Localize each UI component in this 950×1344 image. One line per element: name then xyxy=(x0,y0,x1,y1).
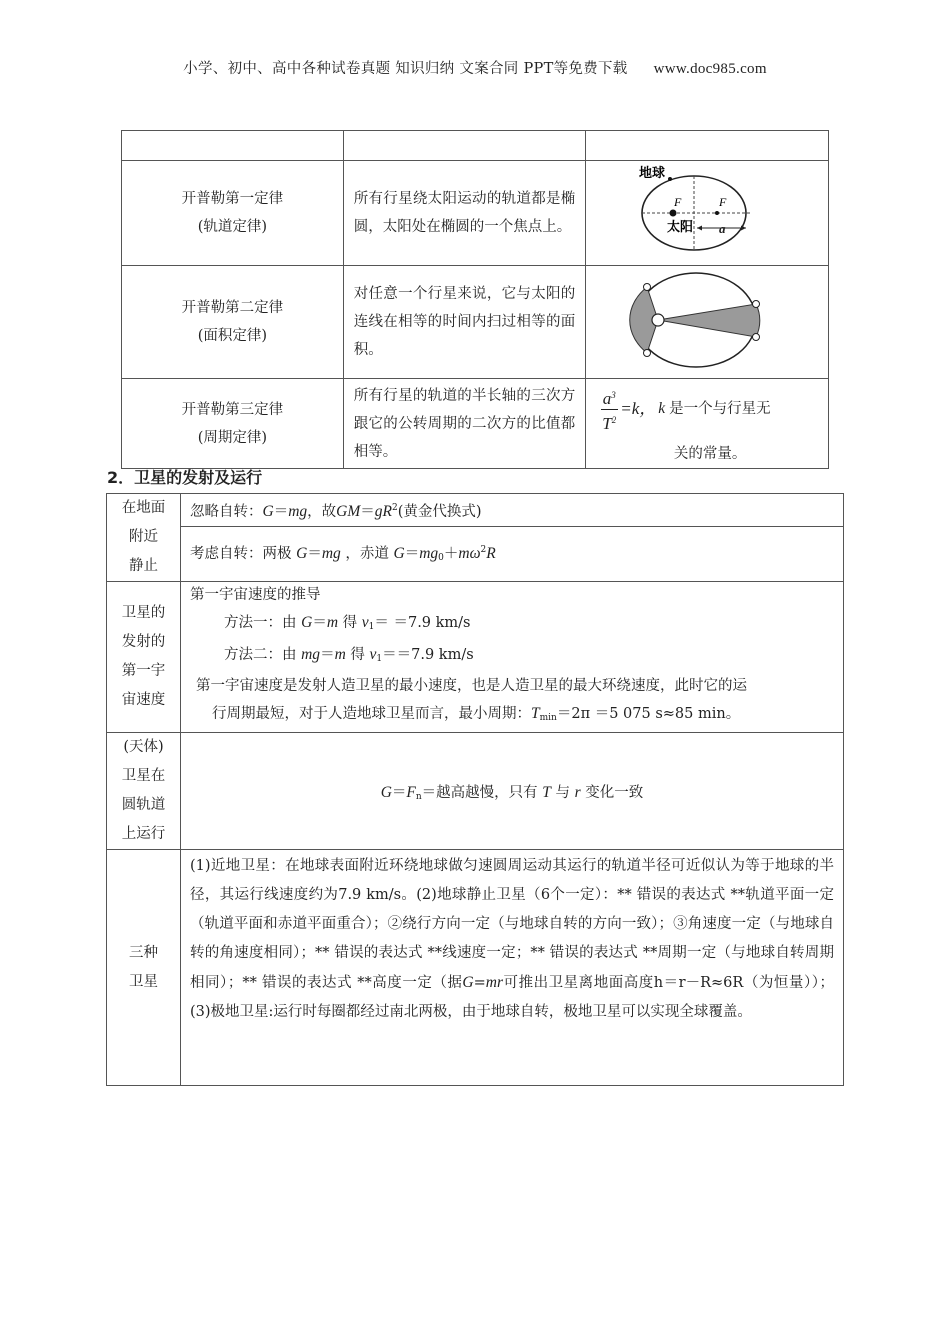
label-line: 在地面 xyxy=(121,500,166,516)
focus2-label: F xyxy=(719,195,727,209)
label-line: 附近 xyxy=(129,529,158,545)
fraction-numerator: a xyxy=(602,388,612,408)
sun-circle xyxy=(652,314,664,326)
ignore-rotation: 忽略自转：G＝mg，故$GM=gR^2$(黄金代换式) xyxy=(181,494,844,527)
sun-dot xyxy=(670,210,677,217)
method-two: 方法二：由 mg＝m 得 $v_1==7.9$ km/s xyxy=(224,646,474,664)
label-line: (天体) xyxy=(123,739,164,755)
law-desc: 对任意一个行星来说，它与太阳的连线在相等的时间内扫过相等的面积。 xyxy=(343,266,586,379)
header-url[interactable]: www.doc985.com xyxy=(653,61,767,77)
planet-pos xyxy=(644,284,651,291)
first-cosmic-velocity xyxy=(181,582,844,733)
first-note-line2: 行周期最短，对于人造地球卫星而言，最小周期：$T_{min}=2\pi =5$ 075 s≈85 min。 xyxy=(212,705,741,723)
formula-tail1: 是一个与行星无 xyxy=(669,401,771,417)
orbit-relation: $G=F_n=$越高越慢，只有 T 与 r 变化一致 xyxy=(181,733,844,850)
first-note-line1: 第一宇宙速度是发射人造卫星的最小速度，也是人造卫星的最大环绕速度，此时它的运 xyxy=(196,678,747,694)
law-name-cell xyxy=(122,161,344,266)
swept-area-right xyxy=(658,304,760,337)
formula-line xyxy=(600,385,820,434)
law-alias: (周期定律) xyxy=(197,429,268,446)
a-arrowhead-left xyxy=(697,226,702,231)
law-name-cell xyxy=(122,266,344,379)
first-title: 第一宇宙速度的推导 xyxy=(190,587,321,603)
formula-rhs: =k， xyxy=(620,399,657,418)
sun-label: 太阳 xyxy=(667,220,694,235)
consider-rotation: 考虑自转：两极 G＝mg ，赤道 $G=mg_0+m\omega^2R$ xyxy=(181,527,844,582)
earth-dot xyxy=(668,177,672,181)
table-row xyxy=(122,131,829,161)
row-label-three xyxy=(107,850,181,1086)
fraction-denominator: T xyxy=(602,413,612,433)
numerator-exponent: 3 xyxy=(611,389,616,400)
a-label: a xyxy=(719,221,726,236)
label-line: 三种 xyxy=(129,944,158,961)
header-text: 小学、初中、高中各种试卷真题 知识归纳 文案合同 PPT等免费下载 xyxy=(183,61,628,77)
label-line: 圆轨道 xyxy=(121,797,166,813)
row-label-orbit xyxy=(107,733,181,850)
label-line: 发射的 xyxy=(121,634,166,650)
law-alias: (面积定律) xyxy=(197,328,268,344)
law-name: 开普勒第一定律 xyxy=(181,191,284,207)
second-law-area-figure xyxy=(586,266,806,374)
formula-k: k xyxy=(658,400,666,417)
table-row xyxy=(107,527,844,582)
law-desc: 所有行星的轨道的半长轴的三次方跟它的公转周期的二次方的比值都相等。 xyxy=(343,379,586,469)
table-row xyxy=(107,494,844,527)
law-figure-cell xyxy=(586,161,829,266)
label-line: 上运行 xyxy=(121,826,166,842)
law-name: 开普勒第二定律 xyxy=(181,300,284,316)
row-label-first-cosmic xyxy=(107,582,181,733)
kepler-fraction xyxy=(600,385,618,434)
label-line: 卫星的 xyxy=(121,605,166,621)
denominator-exponent: 2 xyxy=(611,414,617,425)
table-row xyxy=(122,266,829,379)
label-line: 静止 xyxy=(129,558,158,574)
label-line: 宙速度 xyxy=(121,692,166,708)
table-row xyxy=(107,850,844,1086)
table-row xyxy=(107,733,844,850)
planet-pos xyxy=(644,350,651,357)
row-label-ground xyxy=(107,494,181,582)
first-law-ellipse-figure xyxy=(586,161,806,261)
law-name-cell xyxy=(122,379,344,469)
label-line: 第一宇 xyxy=(121,663,166,679)
label-line: 卫星 xyxy=(129,973,158,990)
law-alias: (轨道定律) xyxy=(197,219,268,235)
focus-dot xyxy=(715,211,719,215)
planet-pos xyxy=(753,334,760,341)
page-header xyxy=(0,57,950,78)
method-one: 方法一：由 G＝m 得 $v_1= =7.9$ km/s xyxy=(224,614,471,632)
table-row xyxy=(122,379,829,469)
kepler-table xyxy=(121,130,829,469)
table-row xyxy=(107,582,844,733)
three-satellites: (1)近地卫星：在地球表面附近环绕地球做匀速圆周运动其运行的轨道半径可近似认为等于地球的半径，其运行线速度约为7.9 km/s。(2)地球静止卫星（6个一定）：** 错误的表达式 **轨道平面一定（轨道平面和赤道平面重合）；②绕行方向一定（与地球自转的方向一致）；③角速度一定（与地球自转的角速度相同）；** 错误的表达式 **线速度一定；** 错误的表达式 **周期一定（与地球自转周期相同）；** 错误的表达式 **高度一定（据G=mr可推出卫星离地面高度h＝r－R≈6R（为恒量））；(3)极地卫星:运行时每圈都经过南北两极，由于地球自转，极地卫星可以实现全球覆盖。 xyxy=(181,850,844,1086)
law-name: 开普勒第三定律 xyxy=(181,401,284,418)
formula-tail2: 关的常量。 xyxy=(673,445,747,462)
planet-pos xyxy=(753,301,760,308)
label-line: 卫星在 xyxy=(121,768,166,784)
satellite-table xyxy=(106,493,844,1086)
third-law-formula-cell xyxy=(586,379,829,469)
earth-label: 地球 xyxy=(639,166,666,181)
law-desc: 所有行星绕太阳运动的轨道都是椭圆，太阳处在椭圆的一个焦点上。 xyxy=(343,161,586,266)
focus1-label: F xyxy=(674,195,682,209)
section-title: 2．卫星的发射及运行 xyxy=(107,468,263,487)
law-figure-cell xyxy=(586,266,829,379)
table-row xyxy=(122,161,829,266)
